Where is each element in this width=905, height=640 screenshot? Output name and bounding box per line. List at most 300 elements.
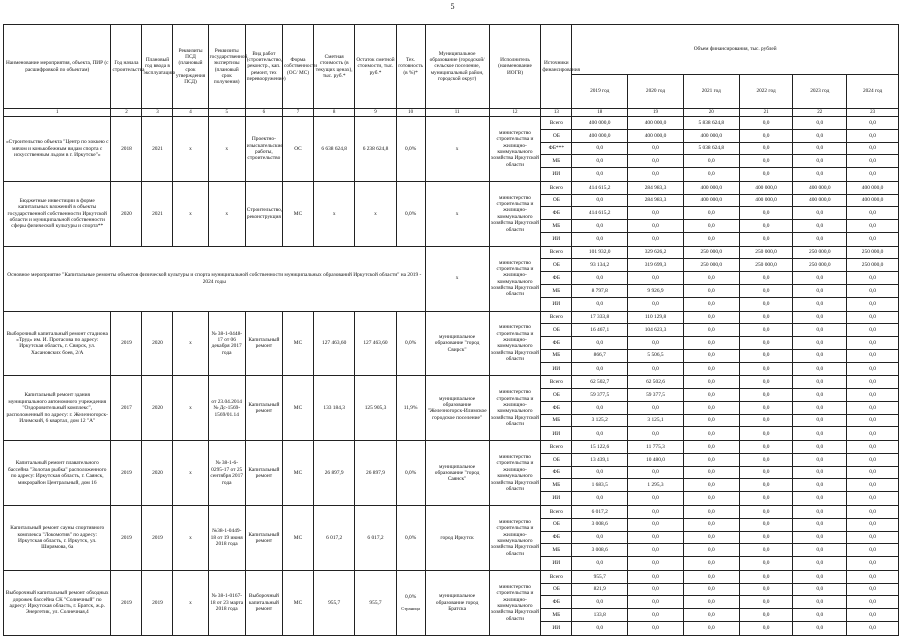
funding-amount: 0,0 (739, 596, 793, 609)
funding-source: ИИ (541, 232, 572, 246)
remainder-cost: 6 238 624,8 (355, 117, 396, 182)
municipality: муниципальное образование "город Свирск" (425, 311, 489, 376)
column-number-cell: 3 (142, 109, 173, 117)
funding-amount: 0,0 (628, 220, 684, 233)
start-year: 2020 (111, 181, 142, 246)
funding-amount: 0,0 (739, 232, 793, 246)
funding-amount: 0,0 (739, 466, 793, 479)
funding-amount: 0,0 (793, 441, 847, 454)
funding-amount: 0,0 (793, 506, 847, 519)
funding-source: ФБ (541, 531, 572, 544)
funding-amount: 0,0 (739, 570, 793, 583)
funding-amount: 0,0 (572, 272, 628, 285)
funding-amount: 0,0 (739, 441, 793, 454)
activity-name: Капитальный ремонт плавательного бассейна "Золотая рыбка" расположенного по адресу: Иркутская область, г. Саянск, микрорайон Центральный, дом 16 (4, 441, 111, 506)
funding-source: ФБ*** (541, 142, 572, 155)
column-number-cell: 9 (355, 109, 396, 117)
funding-source: ОБ (541, 324, 572, 337)
funding-source: МБ (541, 155, 572, 168)
funding-amount: 0,0 (793, 311, 847, 324)
funding-source: МБ (541, 414, 572, 427)
funding-amount: 0,0 (572, 466, 628, 479)
funding-amount: 0,0 (572, 337, 628, 350)
expertise-details: № 38-1-0448-17 от 06 декабря 2017 года (208, 311, 245, 376)
works-type: Капитальный ремонт (245, 376, 282, 441)
funding-amount: 0,0 (739, 609, 793, 622)
funding-amount: 0,0 (793, 621, 847, 635)
funding-amount: 0,0 (683, 506, 739, 519)
funding-amount: 0,0 (683, 389, 739, 402)
estimate-cost: 127 463,60 (314, 311, 355, 376)
funding-amount: 400 000,0 (683, 194, 739, 207)
funding-source: ИИ (541, 621, 572, 635)
ownership-form: МС (283, 311, 314, 376)
funding-amount: 0,0 (739, 337, 793, 350)
column-number-cell: 11 (425, 109, 489, 117)
column-number-cell: 1 (4, 109, 111, 117)
table-row (4, 376, 899, 389)
funding-amount: 0,0 (628, 570, 684, 583)
funding-amount: 821,9 (572, 583, 628, 596)
funding-amount: 8 797,8 (572, 284, 628, 297)
funding-amount: 0,0 (793, 349, 847, 362)
funding-amount: 0,0 (793, 570, 847, 583)
estimate-cost: 26 897,9 (314, 441, 355, 506)
works-type: Выборочный капитальный ремонт (245, 570, 282, 635)
funding-amount: 0,0 (793, 531, 847, 544)
column-number-cell: 21 (739, 109, 793, 117)
psd-details: х (173, 441, 208, 506)
ownership-form: МС (283, 376, 314, 441)
funding-amount: 0,0 (739, 583, 793, 596)
estimate-cost: 6 638 624,8 (314, 117, 355, 182)
column-number-cell: 19 (628, 109, 684, 117)
funding-amount: 17 333,8 (572, 311, 628, 324)
funding-amount: 0,0 (847, 492, 899, 506)
funding-amount: 0,0 (683, 337, 739, 350)
funding-amount: 0,0 (683, 349, 739, 362)
funding-amount: 0,0 (793, 479, 847, 492)
remainder-cost: 127 463,60 (355, 311, 396, 376)
estimate-cost: 955,7 (314, 570, 355, 635)
funding-amount: 0,0 (847, 570, 899, 583)
funding-amount: 13 439,1 (572, 453, 628, 466)
funding-amount: 0,0 (739, 414, 793, 427)
funding-amount: 101 932,0 (572, 246, 628, 259)
end-year: 2020 (142, 441, 173, 506)
expertise-details: № 38-1-6-0295-17 от 25 сентября 2017 года (208, 441, 245, 506)
funding-amount: 0,0 (793, 389, 847, 402)
end-year: 2021 (142, 181, 173, 246)
funding-amount: 0,0 (739, 557, 793, 571)
funding-amount: 0,0 (739, 453, 793, 466)
funding-amount: 0,0 (683, 324, 739, 337)
funding-source: ОБ (541, 259, 572, 272)
executor: министерство строительства и жилищно-коммунального хозяйства Иркутской области (489, 376, 541, 441)
funding-amount: 0,0 (847, 609, 899, 622)
funding-amount: 0,0 (847, 427, 899, 441)
col-remainder-header: Остаток сметной стоимости, тыс. руб.* (355, 25, 396, 109)
funding-amount: 0,0 (628, 401, 684, 414)
col-end-header: Плановый год ввода в эксплуатацию (142, 25, 173, 109)
executor: министерство строительства и жилищно-коммунального хозяйства Иркутской области (489, 246, 541, 311)
funding-amount: 0,0 (847, 142, 899, 155)
funding-amount: 0,0 (739, 129, 793, 142)
executor: министерство строительства и жилищно-коммунального хозяйства Иркутской области (489, 311, 541, 376)
funding-amount: 0,0 (683, 427, 739, 441)
funding-amount: 0,0 (793, 544, 847, 557)
table-row (4, 117, 899, 130)
funding-amount: 866,7 (572, 349, 628, 362)
funding-amount: 0,0 (847, 414, 899, 427)
funding-amount: 414 615,2 (572, 207, 628, 220)
year-header: 2023 год (793, 75, 847, 109)
funding-amount: 3 125,1 (628, 414, 684, 427)
funding-amount: 0,0 (683, 207, 739, 220)
funding-amount: 0,0 (572, 155, 628, 168)
municipality: город Иркутск (425, 506, 489, 571)
ownership-form: МС (283, 181, 314, 246)
funding-amount: 0,0 (847, 155, 899, 168)
activity-name: Капитальный ремонт сауны спортивного комплекса "Локомотив" по адресу: Иркутская область, г. Иркутск, ул. Ширямова, 6а (4, 506, 111, 571)
funding-amount: 0,0 (847, 466, 899, 479)
funding-source: ОБ (541, 518, 572, 531)
remainder-cost: 125 905,3 (355, 376, 396, 441)
funding-amount: 0,0 (793, 466, 847, 479)
funding-amount: 0,0 (683, 570, 739, 583)
funding-amount: 0,0 (847, 284, 899, 297)
funding-amount: 0,0 (793, 117, 847, 130)
funding-source: ФБ (541, 207, 572, 220)
funding-source: ИИ (541, 168, 572, 182)
col-municipality-header: Муниципальное образование (городской/сельское поселение, муниципальный район, городской округ) (425, 25, 489, 109)
funding-amount: 0,0 (793, 453, 847, 466)
funding-amount: 0,0 (847, 117, 899, 130)
funding-amount: 0,0 (739, 117, 793, 130)
start-year: 2019 (111, 311, 142, 376)
column-number-cell: 6 (245, 109, 282, 117)
funding-source: ОБ (541, 389, 572, 402)
expertise-details: от 23.04.2014 № Дс-1569-1569/01.14 (208, 376, 245, 441)
funding-amount: 1 683,5 (572, 479, 628, 492)
funding-amount: 0,0 (683, 155, 739, 168)
column-number-cell: 12 (489, 109, 541, 117)
funding-amount: 0,0 (683, 168, 739, 182)
funding-amount: 5 038 624,8 (683, 142, 739, 155)
executor: министерство строительства и жилищно-коммунального хозяйства Иркутской области (489, 506, 541, 571)
funding-amount: 0,0 (628, 506, 684, 519)
funding-source: ФБ (541, 596, 572, 609)
column-number-cell: 7 (283, 109, 314, 117)
readiness-cell (396, 376, 425, 441)
funding-amount: 0,0 (628, 272, 684, 285)
funding-amount: 0,0 (793, 596, 847, 609)
funding-amount: 0,0 (847, 401, 899, 414)
funding-amount: 0,0 (739, 272, 793, 285)
column-number-cell: 23 (847, 109, 899, 117)
header-row (4, 25, 899, 75)
table-row (4, 181, 899, 194)
funding-amount: 0,0 (847, 583, 899, 596)
funding-source: ИИ (541, 297, 572, 311)
funding-amount: 400 000,0 (847, 194, 899, 207)
funding-amount: 133,8 (572, 609, 628, 622)
year-header: 2019 год (572, 75, 628, 109)
funding-amount: 319 699,3 (628, 259, 684, 272)
funding-amount: 0,0 (847, 349, 899, 362)
funding-amount: 0,0 (793, 168, 847, 182)
funding-amount: 0,0 (793, 207, 847, 220)
col-works-header: Вид работ (строительство, реконстр., кап. ремонт, тех перевооружение) (245, 25, 282, 109)
funding-amount: 0,0 (628, 621, 684, 635)
col-executor-header: Исполнитель (наименование ИОГВ) (489, 25, 541, 109)
funding-source: ФБ (541, 401, 572, 414)
funding-amount: 0,0 (847, 621, 899, 635)
funding-amount: 0,0 (739, 621, 793, 635)
funding-amount: 0,0 (572, 220, 628, 233)
funding-amount: 0,0 (739, 427, 793, 441)
table-body (4, 109, 899, 636)
funding-amount: 0,0 (847, 596, 899, 609)
psd-details: х (173, 376, 208, 441)
funding-amount: 250 000,0 (847, 259, 899, 272)
funding-source: ФБ (541, 466, 572, 479)
estimate-cost: 133 184,3 (314, 376, 355, 441)
start-year: 2018 (111, 117, 142, 182)
works-type: Проектно-изыскательские работы, строительство (245, 117, 282, 182)
funding-amount: 0,0 (628, 492, 684, 506)
funding-amount: 0,0 (739, 506, 793, 519)
funding-source: Всего (541, 117, 572, 130)
funding-amount: 0,0 (683, 596, 739, 609)
funding-amount: 0,0 (793, 272, 847, 285)
funding-amount: 0,0 (572, 492, 628, 506)
funding-amount: 3 008,6 (572, 518, 628, 531)
executor: министерство строительства и жилищно-коммунального хозяйства Иркутской области (489, 181, 541, 246)
municipality: муниципальное образование "Железногорск-Илимское городское поселение" (425, 376, 489, 441)
funding-amount: 0,0 (847, 506, 899, 519)
funding-amount: 0,0 (683, 272, 739, 285)
funding-amount: 0,0 (572, 168, 628, 182)
funding-amount: 0,0 (683, 376, 739, 389)
funding-source: Всего (541, 506, 572, 519)
funding-amount: 0,0 (683, 466, 739, 479)
funding-amount: 0,0 (847, 389, 899, 402)
funding-amount: 0,0 (628, 609, 684, 622)
funding-amount: 414 615,2 (572, 181, 628, 194)
funding-amount: 0,0 (572, 401, 628, 414)
activity-name: Выборочный капитальный ремонт стадиона «Труд» им. И. Протасова по адресу: Иркутская область, г. Свирск, ул. Хасановских боев, 2/А (4, 311, 111, 376)
funding-amount: 15 122,6 (572, 441, 628, 454)
funding-amount: 0,0 (683, 453, 739, 466)
funding-amount: 3 125,2 (572, 414, 628, 427)
funding-amount: 0,0 (739, 544, 793, 557)
funding-amount: 16 467,1 (572, 324, 628, 337)
psd-details: х (173, 117, 208, 182)
funding-amount: 0,0 (572, 621, 628, 635)
funding-amount: 250 000,0 (739, 259, 793, 272)
funding-amount: 0,0 (847, 337, 899, 350)
funding-amount: 62 502,7 (572, 376, 628, 389)
funding-source: МБ (541, 479, 572, 492)
municipality: муниципальное образование город Братска (425, 570, 489, 635)
funding-amount: 284 983,3 (628, 194, 684, 207)
funding-amount: 0,0 (628, 518, 684, 531)
funding-amount: 0,0 (628, 531, 684, 544)
column-number-cell: 2 (111, 109, 142, 117)
funding-source: МБ (541, 284, 572, 297)
table-row (4, 311, 899, 324)
funding-amount: 0,0 (793, 427, 847, 441)
funding-amount: 0,0 (793, 324, 847, 337)
executor: министерство строительства и жилищно-коммунального хозяйства Иркутской области (489, 117, 541, 182)
funding-amount: 0,0 (683, 531, 739, 544)
readiness-value: 0,0% (405, 145, 417, 152)
funding-amount: 400 000,0 (793, 181, 847, 194)
col-start-header: Год начала строительства (111, 25, 142, 109)
funding-source: ИИ (541, 427, 572, 441)
funding-source: ИИ (541, 362, 572, 376)
col-ownership-header: Форма собственности (ОС/ МС) (283, 25, 314, 109)
ownership-form: МС (283, 506, 314, 571)
funding-amount: 59 377,5 (628, 389, 684, 402)
readiness-cell (396, 181, 425, 246)
col-name-header: Наименование мероприятия, объекта, ПИР (с расшифровкой по объектам) (4, 25, 111, 109)
funding-amount: 0,0 (572, 142, 628, 155)
funding-source: Всего (541, 570, 572, 583)
funding-source: ОБ (541, 583, 572, 596)
column-number-cell: 5 (208, 109, 245, 117)
funding-amount: 3 008,6 (572, 544, 628, 557)
funding-amount: 0,0 (683, 297, 739, 311)
expertise-details: х (208, 181, 245, 246)
column-number-cell: 10 (396, 109, 425, 117)
funding-amount: 0,0 (683, 414, 739, 427)
funding-amount: 0,0 (847, 272, 899, 285)
activity-name: «Строительство объекта "Центр по хоккею с мячом и конькобежным видам спорта с искусственным льдом в г. Иркутске"» (4, 117, 111, 182)
funding-amount: 955,7 (572, 570, 628, 583)
funding-source: Всего (541, 246, 572, 259)
funding-amount: 0,0 (793, 337, 847, 350)
ownership-form: МС (283, 570, 314, 635)
remainder-cost: х (355, 181, 396, 246)
funding-amount: 0,0 (793, 129, 847, 142)
year-header: 2020 год (628, 75, 684, 109)
col-psd-header: Реквизиты ПСД (плановый срок утверждения ПСД) (173, 25, 208, 109)
funding-amount: 250 000,0 (793, 246, 847, 259)
column-number-cell: 22 (793, 109, 847, 117)
readiness-cell (396, 441, 425, 506)
activity-name: Бюджетные инвестиции в форме капитальных вложений в объекты государственной собственности Иркутской области и муниципальной собственности сферы физической культуры и спорта** (4, 181, 111, 246)
funding-amount: 0,0 (628, 583, 684, 596)
funding-amount: 400 000,0 (572, 117, 628, 130)
funding-amount: 0,0 (572, 531, 628, 544)
col-expertise-header: Реквизиты государственной экспертизы (плановый срок получения) (208, 25, 245, 109)
table-row (4, 570, 899, 583)
funding-amount: 250 000,0 (739, 246, 793, 259)
start-year: 2019 (111, 506, 142, 571)
funding-amount: 0,0 (793, 492, 847, 506)
funding-amount: 104 623,3 (628, 324, 684, 337)
funding-source: МБ (541, 609, 572, 622)
readiness-cell (396, 117, 425, 182)
funding-amount: 0,0 (739, 311, 793, 324)
psd-details: х (173, 506, 208, 571)
municipality: х (425, 117, 489, 182)
funding-amount: 0,0 (628, 427, 684, 441)
funding-amount: 110 129,8 (628, 311, 684, 324)
funding-amount: 93 134,2 (572, 259, 628, 272)
readiness-value: 0,0% (405, 469, 417, 476)
funding-amount: 0,0 (739, 362, 793, 376)
readiness-cell (396, 570, 425, 635)
column-number-cell: 18 (572, 109, 628, 117)
funding-amount: 0,0 (683, 609, 739, 622)
end-year: 2019 (142, 570, 173, 635)
funding-amount: 11 775,3 (628, 441, 684, 454)
executor: министерство строительства и жилищно-коммунального хозяйства Иркутской области (489, 570, 541, 635)
works-type: Капитальный ремонт (245, 441, 282, 506)
funding-amount: 0,0 (739, 168, 793, 182)
funding-amount: 0,0 (572, 362, 628, 376)
activity-name: Выборочный капитальный ремонт обходных дорожек бассейна СК "Солнечный" по адресу: Иркутская область, г. Братск, ж.р. Энергетик, ул. Солнечная,4 (4, 570, 111, 635)
start-year: 2017 (111, 376, 142, 441)
funding-amount: 10 480,0 (628, 453, 684, 466)
funding-amount: 0,0 (683, 479, 739, 492)
funding-amount: 0,0 (628, 362, 684, 376)
psd-details: х (173, 570, 208, 635)
funding-amount: 0,0 (628, 168, 684, 182)
funding-source: ФБ (541, 337, 572, 350)
col-estimate-header: Сметная стоимость (в текущих ценах), тыс. руб.* (314, 25, 355, 109)
expertise-details: №38-1-0449-18 от 19 июня 2018 года (208, 506, 245, 571)
funding-amount: 0,0 (739, 207, 793, 220)
funding-source: ОБ (541, 194, 572, 207)
funding-amount: 0,0 (683, 220, 739, 233)
funding-amount: 0,0 (628, 155, 684, 168)
funding-amount: 0,0 (572, 194, 628, 207)
column-number-cell: 8 (314, 109, 355, 117)
funding-amount: 0,0 (847, 297, 899, 311)
page-number: 5 (450, 2, 455, 11)
funding-amount: 6 017,2 (572, 506, 628, 519)
funding-amount: 0,0 (739, 401, 793, 414)
funding-amount: 0,0 (628, 232, 684, 246)
funding-source: МБ (541, 349, 572, 362)
funding-amount: 0,0 (683, 441, 739, 454)
estimate-cost: 6 017,2 (314, 506, 355, 571)
funding-amount: 0,0 (628, 557, 684, 571)
table-row (4, 441, 899, 454)
funding-amount: 0,0 (739, 142, 793, 155)
funding-amount: 400 000,0 (628, 129, 684, 142)
readiness-value: 0,0% (405, 340, 417, 347)
funding-amount: 0,0 (793, 220, 847, 233)
readiness-value: 0,0% (405, 534, 417, 541)
funding-amount: 0,0 (847, 531, 899, 544)
funding-amount: 0,0 (847, 362, 899, 376)
remainder-cost: 6 017,2 (355, 506, 396, 571)
end-year: 2020 (142, 311, 173, 376)
funding-amount: 0,0 (572, 297, 628, 311)
funding-source: ФБ (541, 272, 572, 285)
funding-amount: 0,0 (683, 557, 739, 571)
activity-name: Капитальный ремонт здания муниципального автономного учреждения "Оздоровительный комплекс", расположенный по адресу: г. Железногорск-Илимский, 6 квартал, дом 12 "А" (4, 376, 111, 441)
funding-amount: 250 000,0 (847, 246, 899, 259)
funding-source: МБ (541, 220, 572, 233)
funding-amount: 0,0 (847, 557, 899, 571)
funding-amount: 400 000,0 (739, 181, 793, 194)
